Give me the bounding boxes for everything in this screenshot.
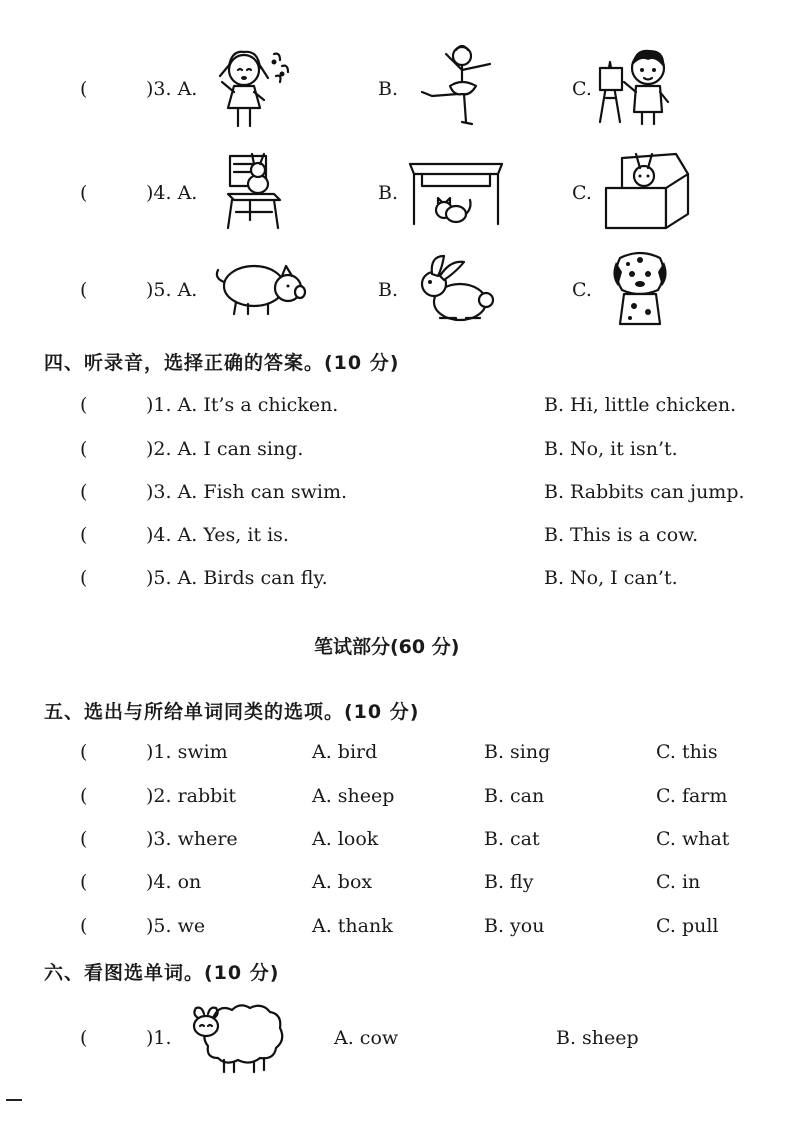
given-word: )5. we xyxy=(146,915,206,937)
rabbit-icon xyxy=(410,252,498,324)
ballet-dancer-icon xyxy=(412,40,502,132)
option-c: C. farm xyxy=(656,785,728,807)
section-6-heading: 六、看图选单词。(10 分) xyxy=(44,962,280,984)
given-word: )2. rabbit xyxy=(146,785,237,807)
option-c: C. in xyxy=(656,871,701,893)
option-b: B. cat xyxy=(484,828,540,850)
option-a: )4. A. Yes, it is. xyxy=(146,524,289,546)
option-c: C. this xyxy=(656,741,718,763)
option-a: A. thank xyxy=(312,915,393,937)
option-a: A. bird xyxy=(312,741,378,763)
option-a: A. cow xyxy=(334,1027,399,1049)
given-word: )4. on xyxy=(146,871,202,893)
answer-paren: ( xyxy=(80,1027,88,1049)
answer-paren: ( xyxy=(80,828,88,850)
option-a: )3. A. Fish can swim. xyxy=(146,481,348,503)
answer-paren: ( xyxy=(80,524,88,546)
section-4-heading: 四、听录音，选择正确的答案。(10 分) xyxy=(44,352,400,374)
option-b: B. This is a cow. xyxy=(544,524,699,546)
option-b: B. No, it isn’t. xyxy=(544,438,678,460)
question-number: )4. A. xyxy=(146,182,198,204)
spotted-dog-icon xyxy=(606,250,674,328)
answer-paren: ( xyxy=(80,438,88,460)
sheep-icon xyxy=(190,1000,286,1074)
option-b-label: B. xyxy=(378,182,399,204)
option-a: )2. A. I can sing. xyxy=(146,438,304,460)
option-a: )5. A. Birds can fly. xyxy=(146,567,328,589)
option-a: A. look xyxy=(312,828,379,850)
option-b: B. fly xyxy=(484,871,534,893)
question-number: )1. xyxy=(146,1027,172,1049)
rabbit-in-box-icon xyxy=(604,150,692,230)
option-a: A. sheep xyxy=(312,785,395,807)
question-number: )5. A. xyxy=(146,279,198,301)
given-word: )3. where xyxy=(146,828,238,850)
option-c-label: C. xyxy=(572,78,592,100)
option-b: B. Rabbits can jump. xyxy=(544,481,745,503)
question-number: )3. A. xyxy=(146,78,198,100)
section-5-heading: 五、选出与所给单词同类的选项。(10 分) xyxy=(44,701,420,723)
pig-icon xyxy=(212,258,308,316)
answer-paren: ( xyxy=(80,915,88,937)
option-c: C. pull xyxy=(656,915,719,937)
answer-paren: ( xyxy=(80,871,88,893)
painting-girl-icon xyxy=(596,42,678,128)
option-a: A. box xyxy=(312,871,373,893)
option-b: B. Hi, little chicken. xyxy=(544,394,737,416)
answer-paren: ( xyxy=(80,394,88,416)
singing-girl-icon xyxy=(212,42,302,132)
option-b: B. sing xyxy=(484,741,551,763)
option-b: B. sheep xyxy=(556,1027,639,1049)
margin-mark xyxy=(6,1099,22,1101)
option-b: B. can xyxy=(484,785,545,807)
answer-paren: ( xyxy=(80,182,88,204)
option-b: B. you xyxy=(484,915,545,937)
answer-paren: ( xyxy=(80,481,88,503)
answer-paren: ( xyxy=(80,741,88,763)
option-c: C. what xyxy=(656,828,730,850)
answer-paren: ( xyxy=(80,78,88,100)
option-b-label: B. xyxy=(378,279,399,301)
rabbit-on-chair-icon xyxy=(222,150,284,230)
option-a: )1. A. It’s a chicken. xyxy=(146,394,339,416)
option-b: B. No, I can’t. xyxy=(544,567,678,589)
cat-under-desk-icon xyxy=(408,152,504,228)
written-part-heading: 笔试部分(60 分) xyxy=(314,636,460,658)
option-c-label: C. xyxy=(572,279,592,301)
answer-paren: ( xyxy=(80,567,88,589)
option-c-label: C. xyxy=(572,182,592,204)
answer-paren: ( xyxy=(80,279,88,301)
option-b-label: B. xyxy=(378,78,399,100)
answer-paren: ( xyxy=(80,785,88,807)
given-word: )1. swim xyxy=(146,741,228,763)
